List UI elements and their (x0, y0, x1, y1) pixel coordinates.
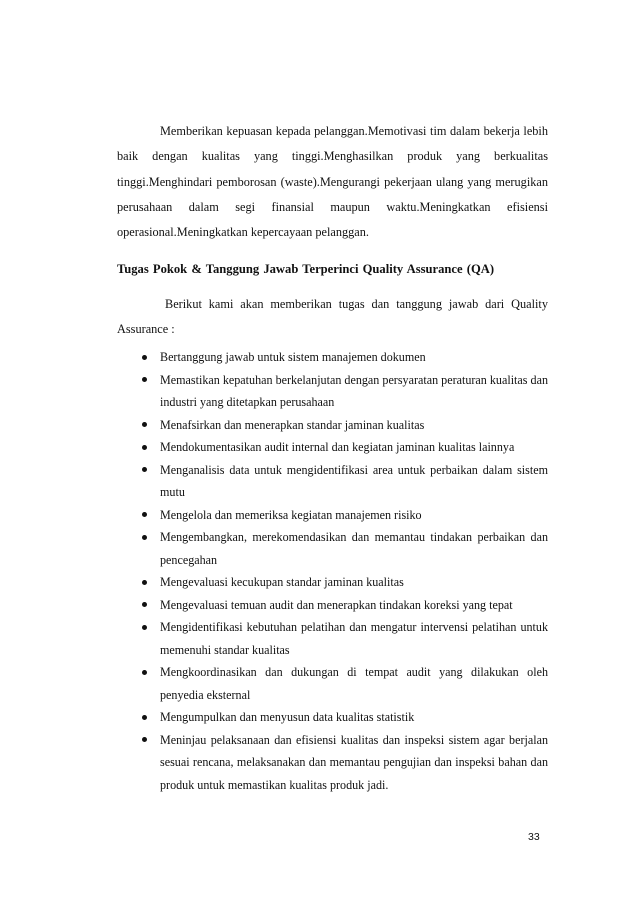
lead-paragraph: Berikut kami akan memberikan tugas dan tanggung jawab dari Quality Assurance : (117, 297, 548, 337)
list-item (117, 504, 548, 527)
list-item-text: Mengumpulkan dan menyusun data kualitas statistik (160, 710, 415, 724)
list-item (117, 706, 548, 729)
list-item-text: Menganalisis data untuk mengidentifikasi area untuk perbaikan dalam sistem mutu (160, 462, 548, 499)
responsibilities-list (117, 346, 548, 796)
list-item (117, 594, 548, 617)
list-item (117, 661, 548, 706)
bullet-icon (142, 535, 147, 540)
list-item-text: Mengembangkan, merekomendasikan dan memantau tindakan perbaikan dan pencegahan (160, 530, 548, 567)
list-item (117, 369, 548, 414)
intro-paragraph: Memberikan kepuasan kepada pelanggan.Memotivasi tim dalam bekerja lebih baik dengan kualitas yang tinggi.Menghasilkan produk yang berkualitas tinggi.Menghindari pemborosan (waste).Mengurangi pekerjaan ulang yang merugikan perusahaan dalam segi finansial maupun waktu.Meningkatkan efisiensi operasional.Meningkatkan kepercayaan pelanggan. (117, 124, 548, 240)
bullet-icon (142, 670, 147, 675)
page-number: 33 (528, 831, 540, 843)
bullet-icon (142, 580, 147, 585)
bullet-icon (142, 377, 147, 382)
bullet-icon (142, 512, 147, 517)
list-item (117, 436, 548, 459)
list-item (117, 729, 548, 797)
bullet-icon (142, 737, 147, 742)
section-heading: Tugas Pokok & Tanggung Jawab Terperinci Quality Assurance (QA) (117, 262, 495, 276)
list-item-text: Mengidentifikasi kebutuhan pelatihan dan mengatur intervensi pelatihan untuk memenuhi standar kualitas (160, 620, 548, 657)
list-item (117, 414, 548, 437)
bullet-icon (142, 467, 147, 472)
list-item-text: Mengevaluasi temuan audit dan menerapkan tindakan koreksi yang tepat (160, 597, 513, 612)
list-item (117, 459, 548, 504)
bullet-icon (142, 715, 147, 720)
list-item-text: Mengevaluasi kecukupan standar jaminan kualitas (160, 575, 404, 589)
list-item-text: Menafsirkan dan menerapkan standar jaminan kualitas (160, 417, 425, 432)
list-item-text: Meninjau pelaksanaan dan efisiensi kualitas dan inspeksi sistem agar berjalan sesuai rencana, melaksanakan dan memantau pengujian dan inspeksi bahan dan produk untuk memastikan kualitas produk jadi. (160, 732, 548, 792)
list-item-text: Mengelola dan memeriksa kegiatan manajemen risiko (160, 507, 422, 522)
bullet-icon (142, 355, 147, 360)
list-item (117, 571, 548, 594)
list-item (117, 616, 548, 661)
bullet-icon (142, 625, 147, 630)
bullet-icon (142, 422, 147, 427)
list-item (117, 346, 548, 369)
list-item-text: Memastikan kepatuhan berkelanjutan dengan persyaratan peraturan kualitas dan industri yang ditetapkan perusahaan (160, 372, 548, 409)
list-item-text: Bertanggung jawab untuk sistem manajemen dokumen (160, 350, 426, 364)
bullet-icon (142, 602, 147, 607)
list-item-text: Mengkoordinasikan dan dukungan di tempat audit yang dilakukan oleh penyedia eksternal (160, 665, 548, 702)
list-item (117, 526, 548, 571)
list-item-text: Mendokumentasikan audit internal dan kegiatan jaminan kualitas lainnya (160, 440, 515, 454)
bullet-icon (142, 445, 147, 450)
